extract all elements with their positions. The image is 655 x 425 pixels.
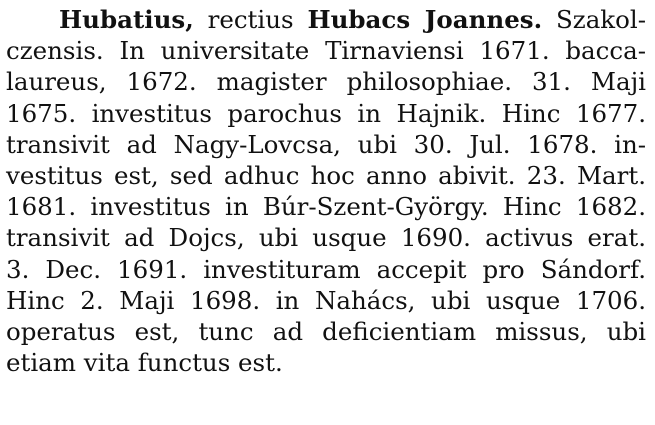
- entry-line-6: vestitus est, sed adhuc hoc anno abivit. 23. Mart.: [6, 160, 646, 190]
- biography-entry: [6, 4, 646, 378]
- entry-line-1-tail: Szakol-: [542, 5, 647, 34]
- entry-line-7: 1681. investitus in Búr-Szent-György. Hinc 1682.: [6, 192, 646, 222]
- rectius-word: rectius: [193, 5, 308, 34]
- entry-line-3: laureus, 1672. magister philosophiae. 31. Maji: [6, 67, 646, 97]
- entry-line-8: transivit ad Dojcs, ubi usque 1690. activus erat.: [6, 223, 646, 253]
- entry-line-1: [6, 4, 646, 35]
- entry-line-11: operatus est, tunc ad deficientiam missus, ubi: [6, 316, 646, 346]
- entry-line-2: czensis. In universitate Tirnaviensi 1671. bacca-: [6, 36, 646, 66]
- entry-line-9: 3. Dec. 1691. investituram accepit pro Sándorf.: [6, 254, 646, 284]
- entry-line-5: transivit ad Nagy-Lovcsa, ubi 30. Jul. 1678. in-: [6, 129, 646, 159]
- alternate-name: Hubacs Joannes.: [307, 5, 543, 34]
- entry-line-4: 1675. investitus parochus in Hajnik. Hinc 1677.: [6, 98, 646, 128]
- entry-line-12: etiam vita functus est.: [6, 348, 283, 378]
- entry-name: Hubatius,: [59, 5, 194, 34]
- entry-line-10: Hinc 2. Maji 1698. in Nahács, ubi usque 1706.: [6, 285, 646, 315]
